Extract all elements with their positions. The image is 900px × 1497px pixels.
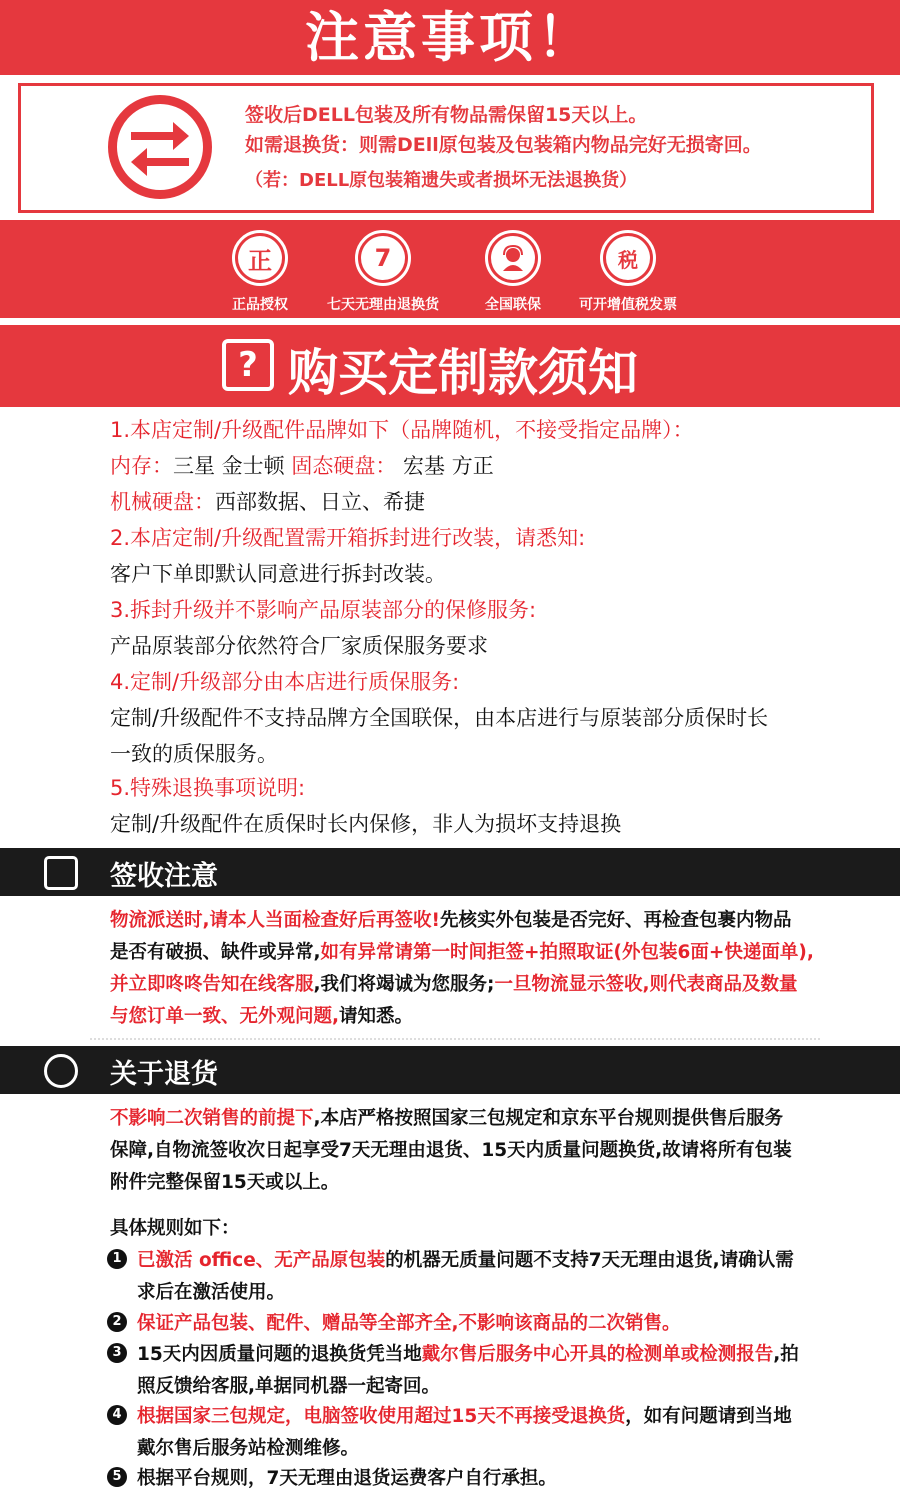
notice-line-1: 签收后DELL包装及所有物品需保留15天以上。 (245, 104, 648, 126)
custom-item-4-text-1: 定制/升级配件不支持品牌方全国联保，由本店进行与原装部分质保时长 (110, 706, 769, 730)
service-label: 全国联保 (485, 297, 541, 313)
notice-line-3: （若：DELL原包装箱遗失或者损坏无法退换货） (245, 170, 638, 191)
exchange-icon (108, 95, 212, 199)
service-invoice (558, 230, 698, 314)
custom-item-1: 1.本店定制/升级配件品牌如下（品牌随机，不接受指定品牌）： (110, 418, 694, 442)
custom-item-4-text-2: 一致的质保服务。 (110, 742, 278, 766)
divider (90, 1038, 820, 1040)
sign-line-3: 并立即咚咚告知在线客服,我们将竭诚为您服务;一旦物流显示签收,则代表商品及数量 (110, 974, 798, 995)
rule-2: 保证产品包装、配件、赠品等全部齐全,不影响该商品的二次销售。 (137, 1313, 681, 1334)
returns-title: 关于退货 (110, 1059, 218, 1090)
rule-4: 根据国家三包规定，电脑签收使用超过15天不再接受退换货，如有问题请到当地 (137, 1406, 792, 1427)
service-strip (0, 220, 900, 318)
authentic-icon: 正 (232, 230, 288, 286)
sign-section-header (0, 848, 900, 896)
custom-title: 购买定制款须知 (288, 344, 638, 402)
custom-item-2: 2.本店定制/升级配置需开箱拆封进行改装，请悉知: (110, 526, 586, 550)
box-icon (44, 1054, 78, 1088)
sign-title: 签收注意 (110, 861, 218, 892)
rule-3-cont: 照反馈给客服,单据同机器一起寄回。 (137, 1376, 441, 1397)
service-label: 可开增值税发票 (579, 297, 677, 313)
custom-item-4: 4.定制/升级部分由本店进行质保服务: (110, 670, 460, 694)
tax-icon: 税 (600, 230, 656, 286)
returns-line-3: 附件完整保留15天或以上。 (110, 1172, 340, 1193)
rule-1: 已激活 office、无产品原包装的机器无质量问题不支持7天无理由退货,请确认需 (137, 1250, 794, 1271)
clipboard-icon (44, 856, 78, 890)
custom-item-3: 3.拆封升级并不影响产品原装部分的保修服务: (110, 598, 537, 622)
returns-line-1: 不影响二次销售的前提下,本店严格按照国家三包规定和京东平台规则提供售后服务 (110, 1108, 784, 1129)
rule-1-cont: 求后在激活使用。 (137, 1282, 286, 1303)
question-edit-icon: ? (222, 339, 274, 391)
seven-day-icon: 7 (355, 230, 411, 286)
sign-line-1: 物流派送时,请本人当面检查好后再签收!先核实外包装是否完好、再检查包裹内物品 (110, 910, 792, 931)
custom-item-3-text: 产品原装部分依然符合厂家质保服务要求 (110, 634, 488, 658)
service-label: 正品授权 (232, 297, 288, 313)
sign-line-4: 与您订单一致、无外观问题,请知悉。 (110, 1006, 414, 1027)
rule-number-3: 3 (107, 1343, 127, 1363)
rule-number-4: 4 (107, 1405, 127, 1425)
sign-line-2: 是否有破损、缺件或异常,如有异常请第一时间拒签+拍照取证(外包装6面+快递面单), (110, 942, 814, 963)
support-agent-icon (485, 230, 541, 286)
rule-number-1: 1 (107, 1249, 127, 1269)
hdd-brands: 机械硬盘：西部数据、日立、希捷 (110, 490, 425, 514)
returns-line-2: 保障,自物流签收次日起享受7天无理由退货、15天内质量问题换货,故请将所有包装 (110, 1140, 792, 1161)
notice-line-2: 如需退换货：则需DEll原包装及包装箱内物品完好无损寄回。 (245, 134, 762, 156)
rule-5: 根据平台规则，7天无理由退货运费客户自行承担。 (137, 1468, 557, 1489)
custom-item-5-text: 定制/升级配件在质保时长内保修，非人为损坏支持退换 (110, 812, 622, 836)
service-seven-day (313, 230, 453, 314)
rules-label: 具体规则如下： (110, 1218, 240, 1239)
page-title: 注意事项！ (0, 0, 900, 75)
rule-3: 15天内因质量问题的退换货凭当地戴尔售后服务中心开具的检测单或检测报告,拍 (137, 1344, 799, 1365)
returns-section-header (0, 1046, 900, 1094)
rule-4-cont: 戴尔售后服务站检测维修。 (137, 1438, 360, 1459)
rule-number-5: 5 (107, 1467, 127, 1487)
custom-item-5: 5.特殊退换事项说明: (110, 776, 306, 800)
custom-item-2-text: 客户下单即默认同意进行拆封改装。 (110, 562, 446, 586)
service-authentic (190, 230, 330, 314)
memory-brands: 内存：三星 金士顿 固态硬盘： 宏基 方正 (110, 454, 494, 478)
rule-number-2: 2 (107, 1312, 127, 1332)
service-label: 七天无理由退换货 (327, 297, 439, 313)
